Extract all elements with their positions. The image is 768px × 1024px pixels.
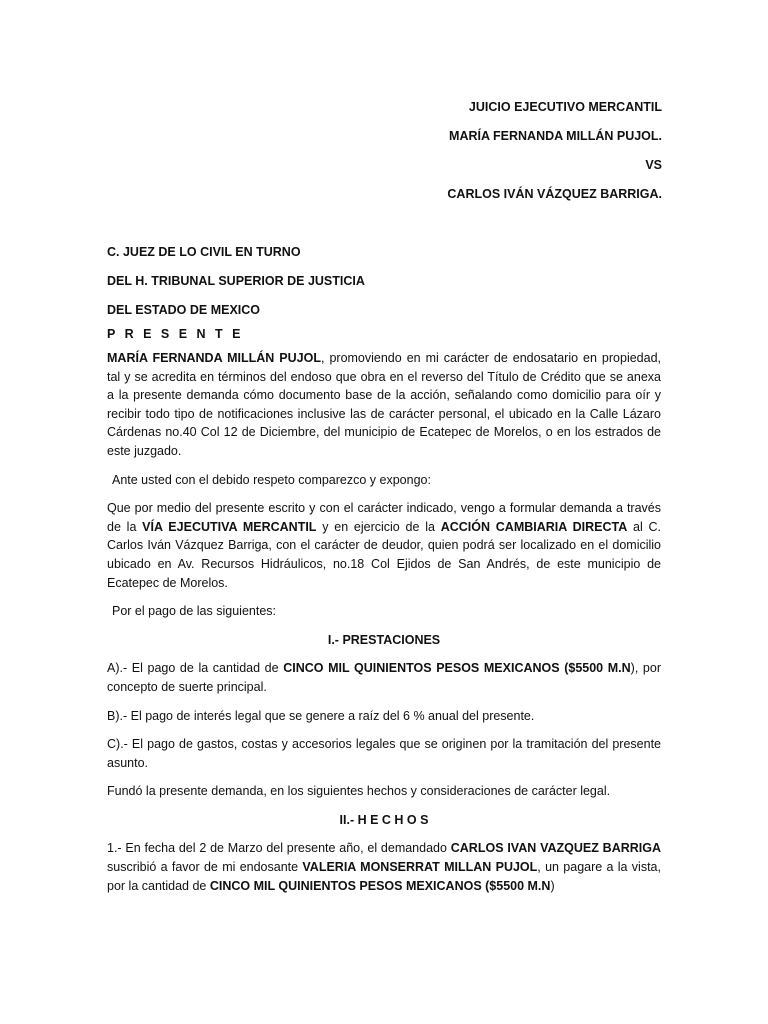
hecho-1-text-2: suscribió a favor de mi endosante xyxy=(107,860,303,875)
hecho-1-text-4: ) xyxy=(550,878,555,893)
demand-paragraph xyxy=(107,499,661,592)
hecho-1-bold-2: VALERIA MONSERRAT MILLAN PUJOL xyxy=(302,860,538,875)
hecho-1 xyxy=(107,839,661,895)
demand-bold-2: ACCIÓN CAMBIARIA DIRECTA xyxy=(440,519,628,534)
demand-text-2: y en ejercicio de la xyxy=(316,519,441,534)
case-header xyxy=(447,93,662,209)
hecho-1-text-3: , un pagare a la vista, por la cantidad de xyxy=(107,860,661,893)
prestacion-b: B).- El pago de interés legal que se genere a raíz del 6 % anual del presente. xyxy=(107,708,535,723)
addressee-block xyxy=(107,238,661,325)
plaintiff-name: MARÍA FERNANDA MILLÁN PUJOL. xyxy=(449,129,662,143)
hecho-1-text-1: 1.- En fecha del 2 de Marzo del presente año, el demandado xyxy=(107,841,451,856)
prestacion-a-post: ), por concepto de suerte principal. xyxy=(107,661,661,694)
prestacion-a-pre: A).- El pago de la cantidad de xyxy=(107,661,284,676)
hecho-1-bold-1: CARLOS IVAN VAZQUEZ BARRIGA xyxy=(450,841,661,856)
demand-bold-1: VÍA EJECUTIVA MERCANTIL xyxy=(142,519,317,534)
case-type: JUICIO EJECUTIVO MERCANTIL xyxy=(468,100,662,114)
intro-name: MARÍA FERNANDA MILLÁN PUJOL xyxy=(107,351,321,365)
appear-paragraph: Ante usted con el debido respeto comparezco y expongo: xyxy=(112,472,431,487)
addressee-line-2: DEL H. TRIBUNAL SUPERIOR DE JUSTICIA xyxy=(107,274,365,288)
demand-text-3: al C. Carlos Iván Vázquez Barriga, con el carácter de deudor, quien podrá ser localizado en el domicilio ubicado en Av. Recursos Hidráulicos, no.18 Col Ejidos de San Andrés, de este municipio de Ecatepec de Morelos. xyxy=(107,519,661,590)
payment-intro: Por el pago de las siguientes: xyxy=(112,604,276,619)
prestacion-a-amount: CINCO MIL QUINIENTOS PESOS MEXICANOS ($5500 M.N xyxy=(283,661,631,676)
versus-label: VS xyxy=(645,158,662,172)
addressee-line-1: C. JUEZ DE LO CIVIL EN TURNO xyxy=(107,245,301,259)
hechos-title: II.- H E C H O S xyxy=(339,812,429,827)
hecho-1-bold-3: CINCO MIL QUINIENTOS PESOS MEXICANOS ($5500 M.N xyxy=(209,878,551,893)
founded-paragraph: Fundó la presente demanda, en los siguientes hechos y consideraciones de carácter legal. xyxy=(107,784,611,799)
addressee-line-3: DEL ESTADO DE MEXICO xyxy=(107,303,261,317)
document-body xyxy=(107,238,661,905)
intro-paragraph xyxy=(107,349,661,461)
prestacion-a xyxy=(107,659,661,696)
prestaciones-title: I.- PRESTACIONES xyxy=(327,632,441,647)
intro-text: , promoviendo en mi carácter de endosatario en propiedad, tal y se acredita en términos del endoso que obra en el reverso del Título de Crédito que se anexa a la presente demanda cómo documento base de la acción, señalando como domicilio para oír y recibir todo tipo de notificaciones inclusive las de carácter personal, el ubicado en la Calle Lázaro Cárdenas no.40 Col 12 de Diciembre, del municipio de Ecatepec de Morelos, o en los estrados de este juzgado. xyxy=(107,351,662,458)
demand-text-1: Que por medio del presente escrito y con el carácter indicado, vengo a formular demanda a través de la xyxy=(107,501,661,534)
presente-heading: P R E S E N T E xyxy=(107,327,244,341)
defendant-name: CARLOS IVÁN VÁZQUEZ BARRIGA. xyxy=(447,187,662,201)
prestacion-c: C).- El pago de gastos, costas y accesorios legales que se originen por la tramitación del presente asunto. xyxy=(107,737,661,770)
